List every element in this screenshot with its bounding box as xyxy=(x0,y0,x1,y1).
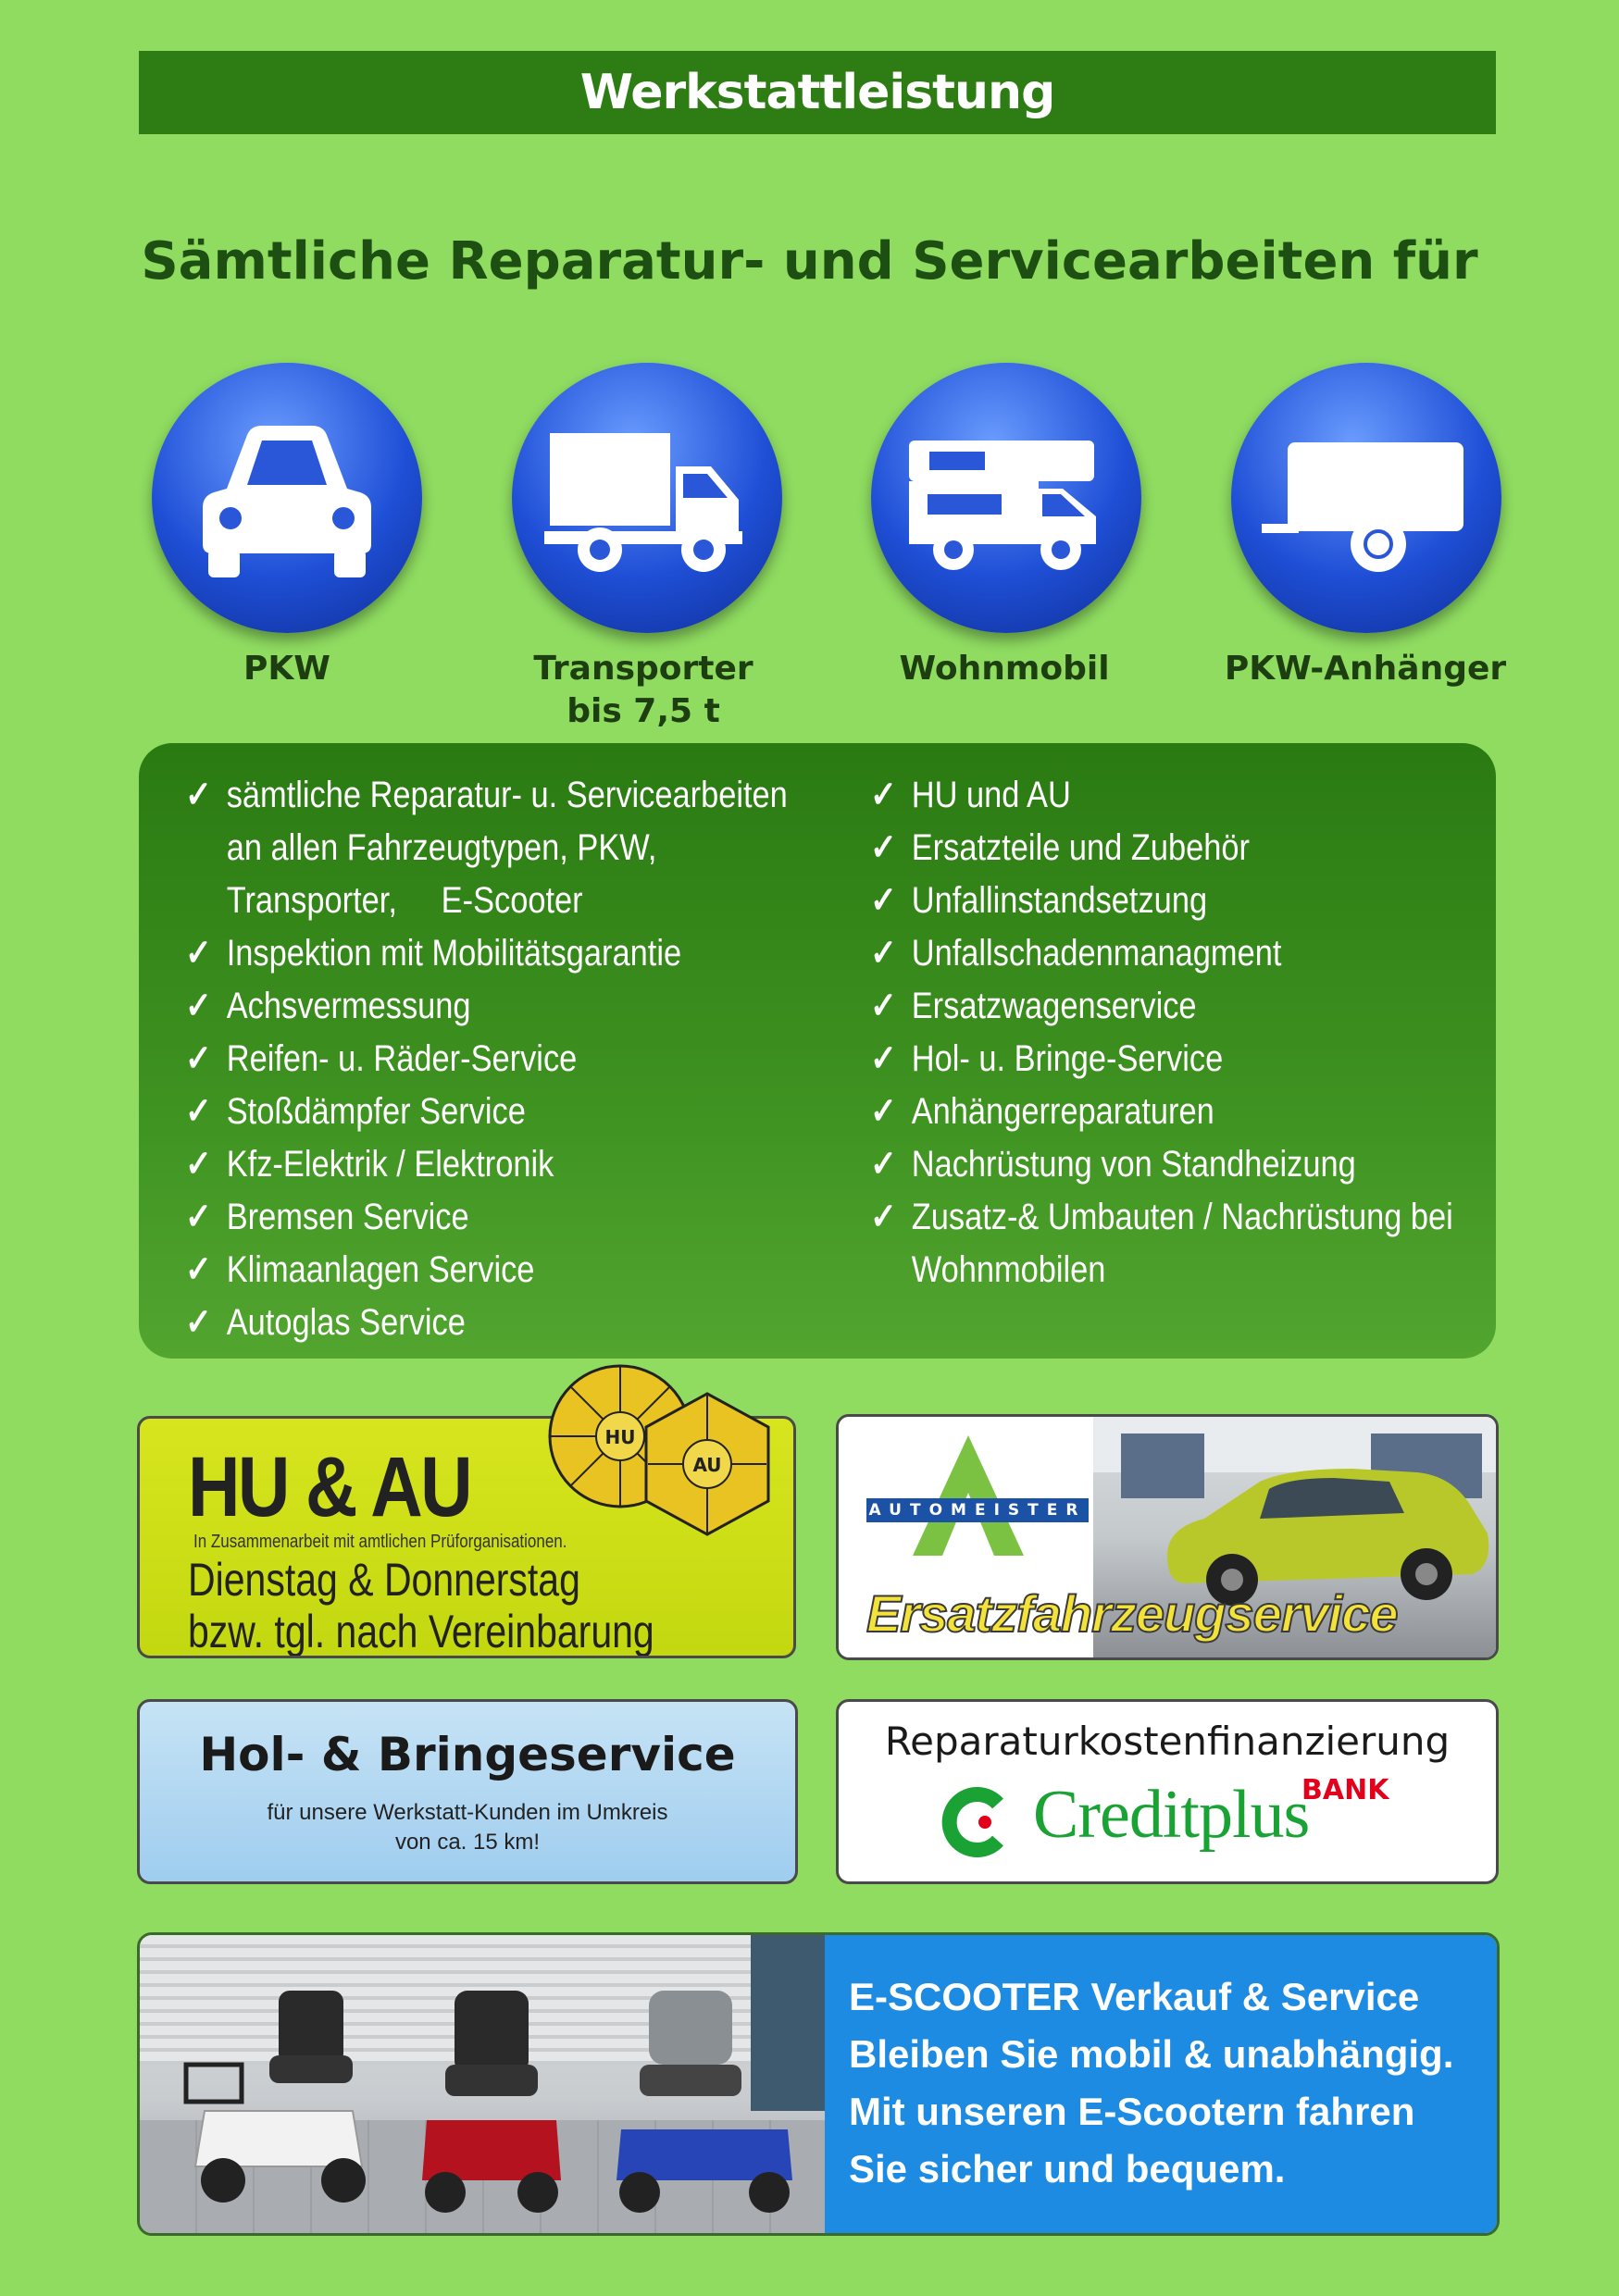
hu-au-days-line1: Dienstag & Donnerstag xyxy=(188,1554,580,1606)
list-item: ✓ Hol- u. Bringe-Service xyxy=(870,1033,1507,1086)
e-scooter-line1: E-SCOOTER Verkauf & Service xyxy=(849,1975,1420,2018)
services-list-right xyxy=(870,769,1507,1297)
e-scooter-line2: Bleiben Sie mobil & unabhängig. xyxy=(849,2032,1454,2076)
list-item: ✓ Bremsen Service xyxy=(185,1191,806,1244)
vehicle-label-anhaenger: PKW-Anhänger xyxy=(1224,650,1507,688)
hu-au-title: HU & AU xyxy=(188,1440,471,1534)
au-sticker-icon xyxy=(633,1390,781,1538)
automeister-brand: AUTOMEISTER xyxy=(866,1498,1089,1522)
hu-au-note: In Zusammenarbeit mit amtlichen Prüforganisationen. xyxy=(193,1532,567,1552)
scooter-blue-icon xyxy=(603,1981,806,2222)
list-item: ✓ sämtliche Reparatur- u. Servicearbeiten xyxy=(185,769,806,822)
creditplus-logo-icon xyxy=(940,1785,1015,1859)
hu-au-days-line2: bzw. tgl. nach Vereinbarung xyxy=(188,1606,654,1657)
vehicle-label-wohnmobil: Wohnmobil xyxy=(899,650,1110,688)
ersatzfahrzeug-panel xyxy=(836,1414,1499,1660)
truck-icon xyxy=(541,415,753,581)
list-item: ✓ HU und AU xyxy=(870,769,1507,822)
car-icon xyxy=(190,415,384,581)
hol-bring-title: Hol- & Bringeservice xyxy=(199,1728,736,1781)
motorhome-icon xyxy=(900,415,1113,581)
finanzierung-panel xyxy=(836,1699,1499,1884)
list-item: an allen Fahrzeugtypen, PKW, xyxy=(226,827,657,868)
anhaenger-circle xyxy=(1231,363,1501,633)
list-item: ✓ Reifen- u. Räder-Service xyxy=(185,1033,806,1086)
e-scooter-text xyxy=(849,1968,1453,2198)
banner-text: Werkstattleistung xyxy=(579,65,1055,120)
list-item: ✓ Ersatzwagenservice xyxy=(870,980,1507,1033)
pkw-circle xyxy=(152,363,422,633)
au-sticker-label: AU xyxy=(692,1454,722,1476)
wohnmobil-circle xyxy=(871,363,1141,633)
e-scooter-text-box xyxy=(825,1935,1500,2233)
services-box xyxy=(139,743,1496,1359)
creditplus-brand: Creditplus xyxy=(1033,1777,1310,1853)
list-item: ✓ Klimaanlagen Service xyxy=(185,1244,806,1297)
list-item: ✓ Ersatzteile und Zubehör xyxy=(870,822,1507,875)
list-item: ✓ Zusatz-& Umbauten / Nachrüstung bei xyxy=(870,1191,1507,1244)
scooter-red-icon xyxy=(399,1981,584,2222)
e-scooter-line3: Mit unseren E-Scootern fahren xyxy=(849,2090,1415,2133)
list-item: ✓ Anhängerreparaturen xyxy=(870,1086,1507,1138)
hu-au-days xyxy=(188,1554,654,1657)
page-subtitle: Sämtliche Reparatur- und Servicearbeiten für xyxy=(141,231,1478,292)
e-scooter-panel xyxy=(137,1932,1500,2236)
finanzierung-title: Reparaturkostenfinanzierung xyxy=(884,1719,1451,1764)
transporter-circle xyxy=(512,363,782,633)
hu-sticker-label: HU xyxy=(604,1426,636,1448)
e-scooter-photo xyxy=(140,1935,825,2233)
list-item: ✓ Unfallinstandsetzung xyxy=(870,875,1507,927)
scooter-white-icon xyxy=(177,1972,380,2213)
list-item: ✓ Stoßdämpfer Service xyxy=(185,1086,806,1138)
list-item: Transporter, E-Scooter xyxy=(226,880,583,921)
hol-bring-line2: von ca. 15 km! xyxy=(394,1830,541,1855)
title-banner xyxy=(139,51,1496,134)
list-item: Wohnmobilen xyxy=(911,1249,1106,1290)
list-item: ✓ Nachrüstung von Standheizung xyxy=(870,1138,1507,1191)
hol-bring-line1: für unsere Werkstatt-Kunden im Umkreis xyxy=(267,1800,668,1825)
creditplus-bank: BANK xyxy=(1301,1774,1389,1806)
list-item: ✓ Inspektion mit Mobilitätsgarantie xyxy=(185,927,806,980)
automeister-a-icon xyxy=(913,1435,1024,1556)
e-scooter-line4: Sie sicher und bequem. xyxy=(849,2147,1286,2191)
list-item: ✓ Autoglas Service xyxy=(185,1297,806,1349)
list-item: ✓ Unfallschadenmanagment xyxy=(870,927,1507,980)
hol-bring-panel xyxy=(137,1699,798,1884)
vehicle-label-transporter: Transporter xyxy=(533,650,753,688)
list-item: ✓ Achsvermessung xyxy=(185,980,806,1033)
vehicle-label-transporter-weight: bis 7,5 t xyxy=(567,692,720,730)
list-item: ✓ Kfz-Elektrik / Elektronik xyxy=(185,1138,806,1191)
vehicle-label-pkw: PKW xyxy=(243,650,330,688)
ersatzfahrzeug-title: Ersatzfahrzeugservice xyxy=(866,1584,1398,1643)
services-list-left xyxy=(185,769,806,1349)
trailer-icon xyxy=(1260,415,1473,581)
